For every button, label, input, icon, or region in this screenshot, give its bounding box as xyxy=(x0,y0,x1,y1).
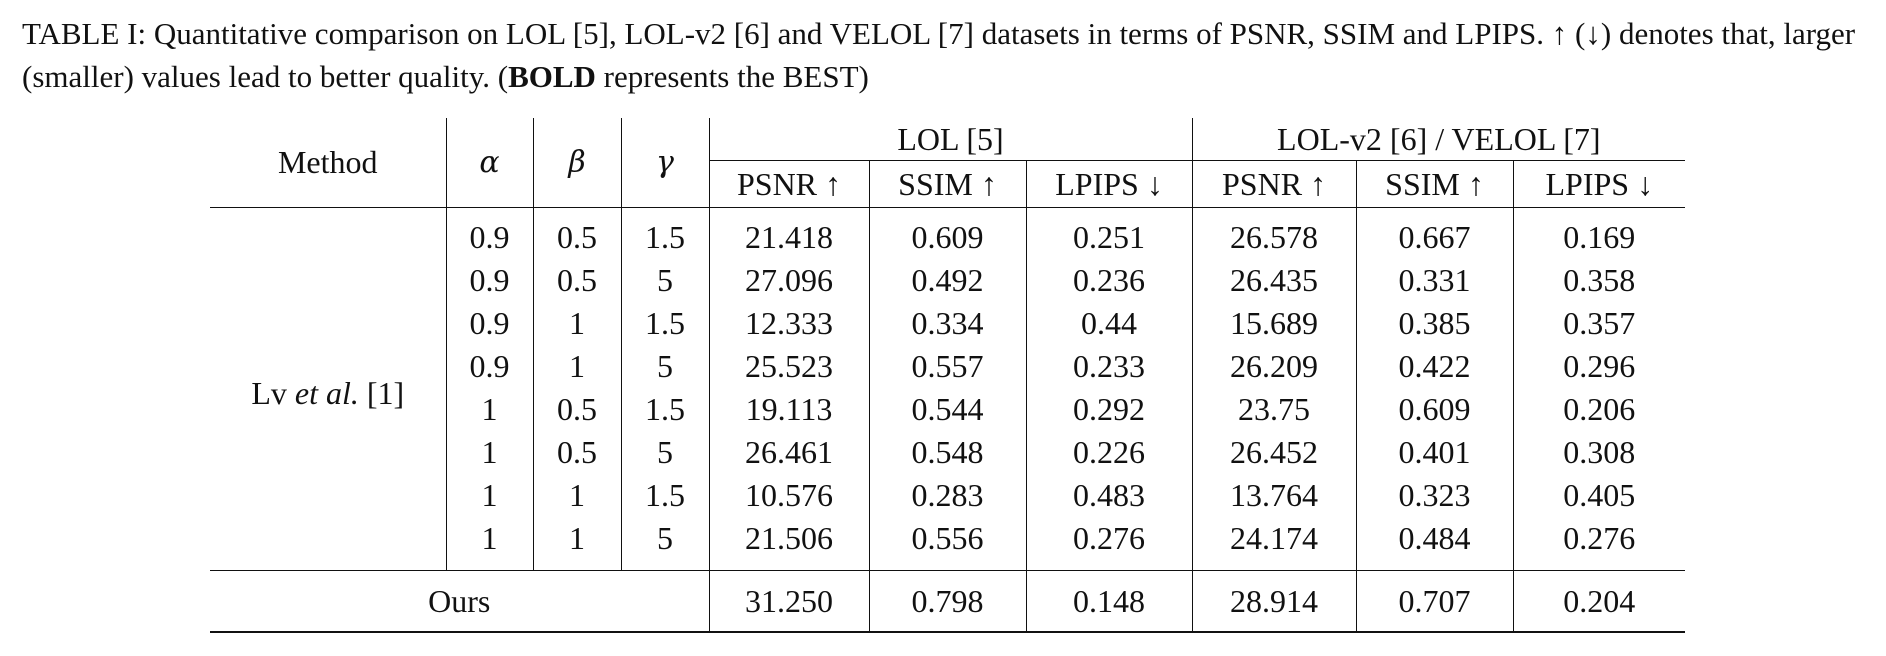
metric-value: 0.276 xyxy=(1513,517,1685,571)
param-beta: 0.5 xyxy=(533,259,621,302)
table-caption xyxy=(22,12,1867,98)
param-gamma: 5 xyxy=(621,345,709,388)
metric-value: 0.544 xyxy=(869,388,1026,431)
param-alpha: 1 xyxy=(446,474,533,517)
param-beta: 1 xyxy=(533,474,621,517)
metric-value: 12.333 xyxy=(709,302,869,345)
metric-value: 0.292 xyxy=(1026,388,1192,431)
metric-value: 0.357 xyxy=(1513,302,1685,345)
metric-value: 0.667 xyxy=(1356,208,1513,260)
metric-value: 0.276 xyxy=(1026,517,1192,571)
table-row xyxy=(210,208,1685,260)
metric-value: 15.689 xyxy=(1192,302,1356,345)
header-method: Method xyxy=(210,118,446,208)
metric-value: 0.226 xyxy=(1026,431,1192,474)
metric-value: 0.609 xyxy=(1356,388,1513,431)
param-beta: 0.5 xyxy=(533,208,621,260)
metric-value: 0.556 xyxy=(869,517,1026,571)
metric-value: 0.492 xyxy=(869,259,1026,302)
param-alpha: 0.9 xyxy=(446,208,533,260)
metric-value: 0.283 xyxy=(869,474,1026,517)
metric-value: 0.401 xyxy=(1356,431,1513,474)
ours-value: 0.798 xyxy=(869,571,1026,633)
metric-value: 0.358 xyxy=(1513,259,1685,302)
caption-text-end: represents the BEST) xyxy=(595,59,869,94)
metric-value: 19.113 xyxy=(709,388,869,431)
header-gamma: γ xyxy=(621,118,709,208)
metric-value: 0.323 xyxy=(1356,474,1513,517)
param-alpha: 0.9 xyxy=(446,302,533,345)
param-beta: 1 xyxy=(533,345,621,388)
metric-value: 0.251 xyxy=(1026,208,1192,260)
ours-value: 0.204 xyxy=(1513,571,1685,633)
metric-value: 24.174 xyxy=(1192,517,1356,571)
metric-value: 0.609 xyxy=(869,208,1026,260)
param-gamma: 1.5 xyxy=(621,474,709,517)
metric-value: 0.405 xyxy=(1513,474,1685,517)
metric-value: 0.236 xyxy=(1026,259,1192,302)
param-gamma: 5 xyxy=(621,431,709,474)
header-alpha: α xyxy=(446,118,533,208)
header-beta: β xyxy=(533,118,621,208)
method-etal: et al. xyxy=(294,374,359,411)
header-group-lolv2: LOL-v2 [6] / VELOL [7] xyxy=(1192,118,1685,161)
method-cite: [1] xyxy=(358,374,405,411)
metric-value: 0.484 xyxy=(1356,517,1513,571)
metric-value: 0.557 xyxy=(869,345,1026,388)
param-alpha: 1 xyxy=(446,517,533,571)
metric-value: 10.576 xyxy=(709,474,869,517)
param-alpha: 0.9 xyxy=(446,259,533,302)
metric-value: 0.233 xyxy=(1026,345,1192,388)
ours-value: 0.707 xyxy=(1356,571,1513,633)
param-beta: 0.5 xyxy=(533,388,621,431)
param-gamma: 1.5 xyxy=(621,388,709,431)
comparison-table xyxy=(210,118,1685,633)
metric-value: 23.75 xyxy=(1192,388,1356,431)
metric-value: 21.418 xyxy=(709,208,869,260)
ours-row xyxy=(210,571,1685,633)
metric-value: 0.334 xyxy=(869,302,1026,345)
ours-value: 0.148 xyxy=(1026,571,1192,633)
metric-value: 26.435 xyxy=(1192,259,1356,302)
metric-value: 0.296 xyxy=(1513,345,1685,388)
header-metric: LPIPS ↓ xyxy=(1026,161,1192,208)
param-alpha: 1 xyxy=(446,431,533,474)
param-gamma: 5 xyxy=(621,517,709,571)
param-beta: 0.5 xyxy=(533,431,621,474)
header-metric: SSIM ↑ xyxy=(1356,161,1513,208)
param-gamma: 1.5 xyxy=(621,302,709,345)
metric-value: 0.385 xyxy=(1356,302,1513,345)
metric-value: 0.422 xyxy=(1356,345,1513,388)
param-beta: 1 xyxy=(533,302,621,345)
caption-bold: BOLD xyxy=(508,59,596,94)
metric-value: 13.764 xyxy=(1192,474,1356,517)
metric-value: 26.209 xyxy=(1192,345,1356,388)
metric-value: 21.506 xyxy=(709,517,869,571)
ours-value: 28.914 xyxy=(1192,571,1356,633)
param-beta: 1 xyxy=(533,517,621,571)
param-gamma: 1.5 xyxy=(621,208,709,260)
header-metric: SSIM ↑ xyxy=(869,161,1026,208)
method-cell-lv xyxy=(210,208,446,571)
caption-text: TABLE I: Quantitative comparison on LOL [5], LOL-v2 [6] and VELOL [7] datasets in terms of PSNR, SSIM and LPIPS. ↑ (↓) denotes that, larger (smaller) values lead to better quality. ( xyxy=(22,16,1856,94)
metric-value: 0.169 xyxy=(1513,208,1685,260)
method-name: Lv xyxy=(251,374,295,411)
header-group-lol: LOL [5] xyxy=(709,118,1192,161)
metric-value: 0.308 xyxy=(1513,431,1685,474)
metric-value: 26.452 xyxy=(1192,431,1356,474)
metric-value: 0.548 xyxy=(869,431,1026,474)
metric-value: 0.44 xyxy=(1026,302,1192,345)
metric-value: 0.483 xyxy=(1026,474,1192,517)
param-alpha: 1 xyxy=(446,388,533,431)
metric-value: 26.578 xyxy=(1192,208,1356,260)
ours-value: 31.250 xyxy=(709,571,869,633)
metric-value: 26.461 xyxy=(709,431,869,474)
ours-label: Ours xyxy=(210,571,709,633)
metric-value: 27.096 xyxy=(709,259,869,302)
metric-value: 0.206 xyxy=(1513,388,1685,431)
param-alpha: 0.9 xyxy=(446,345,533,388)
metric-value: 25.523 xyxy=(709,345,869,388)
header-metric: PSNR ↑ xyxy=(709,161,869,208)
header-metric: LPIPS ↓ xyxy=(1513,161,1685,208)
metric-value: 0.331 xyxy=(1356,259,1513,302)
header-metric: PSNR ↑ xyxy=(1192,161,1356,208)
param-gamma: 5 xyxy=(621,259,709,302)
